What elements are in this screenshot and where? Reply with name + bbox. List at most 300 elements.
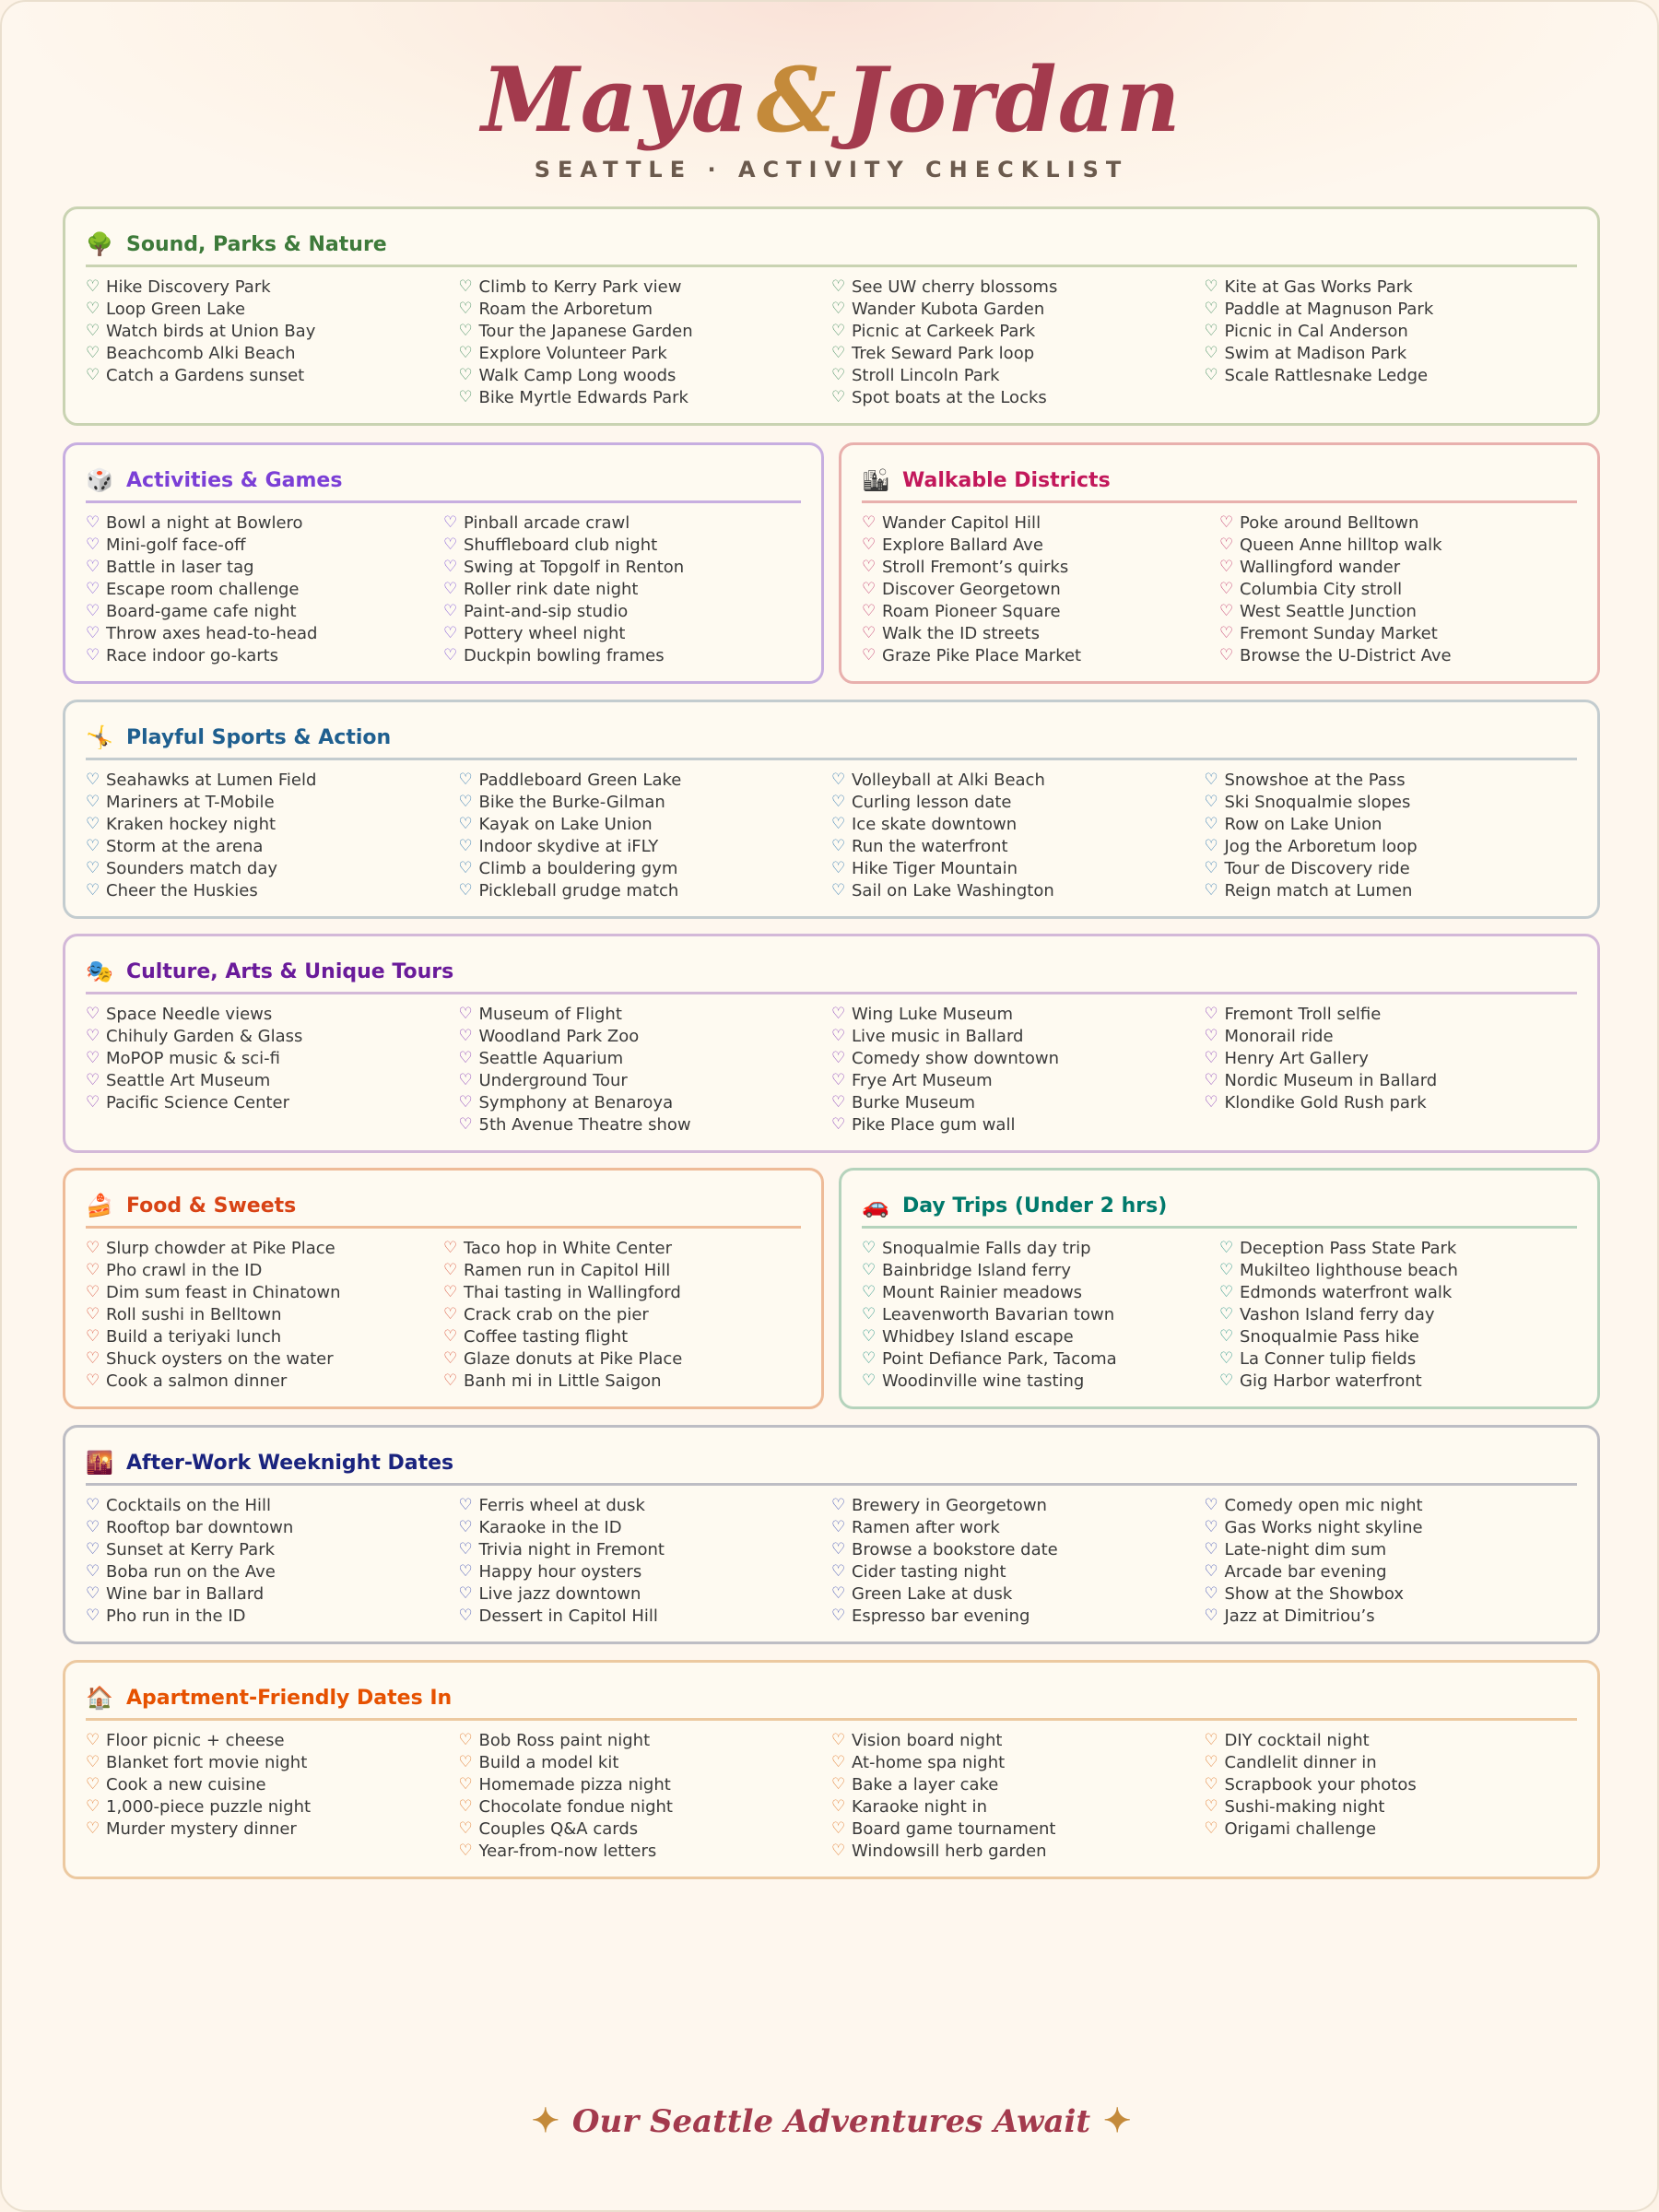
checklist-item[interactable] — [86, 857, 459, 879]
heart-checkbox-icon[interactable]: ♡ — [458, 1819, 473, 1838]
checklist-item[interactable] — [86, 1516, 459, 1538]
checklist-item[interactable] — [831, 298, 1205, 320]
checklist-item[interactable] — [831, 1494, 1205, 1516]
heart-checkbox-icon[interactable]: ♡ — [1219, 513, 1234, 532]
heart-checkbox-icon[interactable]: ♡ — [86, 646, 100, 665]
checklist-item[interactable] — [459, 1818, 832, 1840]
heart-checkbox-icon[interactable]: ♡ — [86, 1797, 100, 1816]
checklist-item[interactable] — [862, 1370, 1219, 1392]
heart-checkbox-icon[interactable]: ♡ — [86, 344, 100, 362]
checklist-item[interactable] — [831, 320, 1205, 342]
checklist-item[interactable] — [459, 342, 832, 364]
checklist-item[interactable] — [1205, 1025, 1578, 1047]
checklist-item[interactable] — [862, 1259, 1219, 1281]
heart-checkbox-icon[interactable]: ♡ — [86, 859, 100, 877]
heart-checkbox-icon[interactable]: ♡ — [458, 277, 473, 296]
heart-checkbox-icon[interactable]: ♡ — [831, 1731, 846, 1749]
heart-checkbox-icon[interactable]: ♡ — [831, 837, 846, 855]
checklist-item[interactable] — [459, 1840, 832, 1862]
checklist-item[interactable] — [443, 1259, 801, 1281]
heart-checkbox-icon[interactable]: ♡ — [831, 277, 846, 296]
checklist-item[interactable] — [86, 769, 459, 791]
heart-checkbox-icon[interactable]: ♡ — [458, 837, 473, 855]
heart-checkbox-icon[interactable]: ♡ — [443, 1283, 458, 1301]
heart-checkbox-icon[interactable]: ♡ — [86, 1753, 100, 1771]
heart-checkbox-icon[interactable]: ♡ — [862, 624, 877, 642]
checklist-item[interactable] — [459, 1025, 832, 1047]
checklist-item[interactable] — [459, 769, 832, 791]
heart-checkbox-icon[interactable]: ♡ — [86, 1775, 100, 1794]
checklist-item[interactable] — [1205, 1795, 1578, 1818]
heart-checkbox-icon[interactable]: ♡ — [862, 1283, 877, 1301]
heart-checkbox-icon[interactable]: ♡ — [1204, 1797, 1218, 1816]
checklist-item[interactable] — [86, 1538, 459, 1560]
heart-checkbox-icon[interactable]: ♡ — [1204, 1819, 1218, 1838]
checklist-item[interactable] — [1205, 813, 1578, 835]
checklist-item[interactable] — [862, 622, 1219, 644]
heart-checkbox-icon[interactable]: ♡ — [458, 322, 473, 340]
checklist-item[interactable] — [862, 1347, 1219, 1370]
checklist-item[interactable] — [459, 1113, 832, 1135]
heart-checkbox-icon[interactable]: ♡ — [86, 1371, 100, 1390]
checklist-item[interactable] — [1205, 298, 1578, 320]
heart-checkbox-icon[interactable]: ♡ — [831, 322, 846, 340]
heart-checkbox-icon[interactable]: ♡ — [1204, 1584, 1218, 1603]
heart-checkbox-icon[interactable]: ♡ — [458, 1841, 473, 1860]
heart-checkbox-icon[interactable]: ♡ — [458, 1005, 473, 1023]
heart-checkbox-icon[interactable]: ♡ — [831, 1071, 846, 1089]
checklist-item[interactable] — [831, 1516, 1205, 1538]
heart-checkbox-icon[interactable]: ♡ — [86, 1093, 100, 1112]
checklist-item[interactable] — [86, 1773, 459, 1795]
heart-checkbox-icon[interactable]: ♡ — [458, 300, 473, 318]
heart-checkbox-icon[interactable]: ♡ — [1204, 1562, 1218, 1581]
heart-checkbox-icon[interactable]: ♡ — [1204, 815, 1218, 833]
checklist-item[interactable] — [459, 857, 832, 879]
checklist-item[interactable] — [831, 1840, 1205, 1862]
checklist-item[interactable] — [862, 1281, 1219, 1303]
heart-checkbox-icon[interactable]: ♡ — [86, 837, 100, 855]
heart-checkbox-icon[interactable]: ♡ — [1204, 1071, 1218, 1089]
checklist-item[interactable] — [459, 879, 832, 901]
checklist-item[interactable] — [831, 1025, 1205, 1047]
checklist-item[interactable] — [1205, 1003, 1578, 1025]
heart-checkbox-icon[interactable]: ♡ — [1204, 1775, 1218, 1794]
checklist-item[interactable] — [459, 1003, 832, 1025]
checklist-item[interactable] — [1205, 1583, 1578, 1605]
heart-checkbox-icon[interactable]: ♡ — [1219, 1327, 1234, 1346]
heart-checkbox-icon[interactable]: ♡ — [443, 513, 458, 532]
heart-checkbox-icon[interactable]: ♡ — [1204, 1518, 1218, 1536]
heart-checkbox-icon[interactable]: ♡ — [458, 1049, 473, 1067]
heart-checkbox-icon[interactable]: ♡ — [831, 1005, 846, 1023]
checklist-item[interactable] — [1205, 364, 1578, 386]
checklist-item[interactable] — [86, 644, 443, 666]
checklist-item[interactable] — [86, 1583, 459, 1605]
checklist-item[interactable] — [862, 534, 1219, 556]
checklist-item[interactable] — [1205, 857, 1578, 879]
heart-checkbox-icon[interactable]: ♡ — [1219, 624, 1234, 642]
heart-checkbox-icon[interactable]: ♡ — [831, 388, 846, 406]
checklist-item[interactable] — [443, 1237, 801, 1259]
checklist-item[interactable] — [831, 1583, 1205, 1605]
checklist-item[interactable] — [1205, 879, 1578, 901]
checklist-item[interactable] — [459, 1795, 832, 1818]
checklist-item[interactable] — [443, 600, 801, 622]
heart-checkbox-icon[interactable]: ♡ — [1204, 277, 1218, 296]
checklist-item[interactable] — [831, 857, 1205, 879]
heart-checkbox-icon[interactable]: ♡ — [443, 1239, 458, 1257]
heart-checkbox-icon[interactable]: ♡ — [831, 1584, 846, 1603]
heart-checkbox-icon[interactable]: ♡ — [1219, 580, 1234, 598]
heart-checkbox-icon[interactable]: ♡ — [831, 1027, 846, 1045]
checklist-item[interactable] — [831, 1605, 1205, 1627]
heart-checkbox-icon[interactable]: ♡ — [443, 580, 458, 598]
checklist-item[interactable] — [86, 622, 443, 644]
heart-checkbox-icon[interactable]: ♡ — [86, 624, 100, 642]
checklist-item[interactable] — [1205, 342, 1578, 364]
checklist-item[interactable] — [831, 276, 1205, 298]
checklist-item[interactable] — [831, 835, 1205, 857]
heart-checkbox-icon[interactable]: ♡ — [831, 1115, 846, 1134]
checklist-item[interactable] — [443, 534, 801, 556]
heart-checkbox-icon[interactable]: ♡ — [1204, 1049, 1218, 1067]
checklist-item[interactable] — [1205, 1773, 1578, 1795]
checklist-item[interactable] — [443, 1281, 801, 1303]
checklist-item[interactable] — [831, 386, 1205, 408]
checklist-item[interactable] — [1219, 1347, 1577, 1370]
checklist-item[interactable] — [831, 1729, 1205, 1751]
heart-checkbox-icon[interactable]: ♡ — [86, 300, 100, 318]
checklist-item[interactable] — [86, 342, 459, 364]
checklist-item[interactable] — [1205, 1818, 1578, 1840]
checklist-item[interactable] — [86, 1047, 459, 1069]
checklist-item[interactable] — [86, 600, 443, 622]
heart-checkbox-icon[interactable]: ♡ — [458, 388, 473, 406]
heart-checkbox-icon[interactable]: ♡ — [831, 1797, 846, 1816]
heart-checkbox-icon[interactable]: ♡ — [86, 580, 100, 598]
checklist-item[interactable] — [86, 1729, 459, 1751]
heart-checkbox-icon[interactable]: ♡ — [443, 535, 458, 554]
heart-checkbox-icon[interactable]: ♡ — [831, 1819, 846, 1838]
heart-checkbox-icon[interactable]: ♡ — [862, 1305, 877, 1324]
heart-checkbox-icon[interactable]: ♡ — [86, 602, 100, 620]
checklist-item[interactable] — [86, 364, 459, 386]
heart-checkbox-icon[interactable]: ♡ — [86, 1584, 100, 1603]
heart-checkbox-icon[interactable]: ♡ — [831, 366, 846, 384]
checklist-item[interactable] — [86, 1494, 459, 1516]
heart-checkbox-icon[interactable]: ♡ — [831, 881, 846, 900]
heart-checkbox-icon[interactable]: ♡ — [86, 535, 100, 554]
heart-checkbox-icon[interactable]: ♡ — [86, 322, 100, 340]
heart-checkbox-icon[interactable]: ♡ — [443, 1327, 458, 1346]
heart-checkbox-icon[interactable]: ♡ — [1219, 1283, 1234, 1301]
checklist-item[interactable] — [86, 1259, 443, 1281]
heart-checkbox-icon[interactable]: ♡ — [831, 859, 846, 877]
checklist-item[interactable] — [86, 1069, 459, 1091]
heart-checkbox-icon[interactable]: ♡ — [86, 771, 100, 789]
checklist-item[interactable] — [443, 512, 801, 534]
heart-checkbox-icon[interactable]: ♡ — [458, 1518, 473, 1536]
heart-checkbox-icon[interactable]: ♡ — [458, 1027, 473, 1045]
heart-checkbox-icon[interactable]: ♡ — [862, 1349, 877, 1368]
heart-checkbox-icon[interactable]: ♡ — [86, 793, 100, 811]
heart-checkbox-icon[interactable]: ♡ — [831, 1049, 846, 1067]
checklist-item[interactable] — [1205, 1516, 1578, 1538]
heart-checkbox-icon[interactable]: ♡ — [86, 1349, 100, 1368]
checklist-item[interactable] — [831, 1795, 1205, 1818]
checklist-item[interactable] — [1219, 622, 1577, 644]
checklist-item[interactable] — [831, 1751, 1205, 1773]
heart-checkbox-icon[interactable]: ♡ — [86, 1239, 100, 1257]
checklist-item[interactable] — [86, 1795, 459, 1818]
checklist-item[interactable] — [459, 1091, 832, 1113]
heart-checkbox-icon[interactable]: ♡ — [443, 1349, 458, 1368]
heart-checkbox-icon[interactable]: ♡ — [443, 1305, 458, 1324]
checklist-item[interactable] — [831, 1069, 1205, 1091]
checklist-item[interactable] — [86, 534, 443, 556]
checklist-item[interactable] — [459, 1560, 832, 1583]
heart-checkbox-icon[interactable]: ♡ — [86, 1049, 100, 1067]
heart-checkbox-icon[interactable]: ♡ — [1204, 1731, 1218, 1749]
heart-checkbox-icon[interactable]: ♡ — [831, 344, 846, 362]
heart-checkbox-icon[interactable]: ♡ — [862, 646, 877, 665]
checklist-item[interactable] — [862, 1237, 1219, 1259]
checklist-item[interactable] — [443, 1370, 801, 1392]
checklist-item[interactable] — [831, 1113, 1205, 1135]
heart-checkbox-icon[interactable]: ♡ — [1219, 1305, 1234, 1324]
heart-checkbox-icon[interactable]: ♡ — [86, 1283, 100, 1301]
heart-checkbox-icon[interactable]: ♡ — [458, 1071, 473, 1089]
checklist-item[interactable] — [1205, 1047, 1578, 1069]
heart-checkbox-icon[interactable]: ♡ — [443, 1371, 458, 1390]
heart-checkbox-icon[interactable]: ♡ — [443, 1261, 458, 1279]
heart-checkbox-icon[interactable]: ♡ — [458, 1584, 473, 1603]
heart-checkbox-icon[interactable]: ♡ — [458, 1606, 473, 1625]
heart-checkbox-icon[interactable]: ♡ — [862, 1371, 877, 1390]
checklist-item[interactable] — [86, 1370, 443, 1392]
checklist-item[interactable] — [86, 1025, 459, 1047]
checklist-item[interactable] — [459, 386, 832, 408]
checklist-item[interactable] — [1205, 276, 1578, 298]
checklist-item[interactable] — [831, 364, 1205, 386]
heart-checkbox-icon[interactable]: ♡ — [458, 1731, 473, 1749]
heart-checkbox-icon[interactable]: ♡ — [443, 558, 458, 576]
heart-checkbox-icon[interactable]: ♡ — [443, 602, 458, 620]
checklist-item[interactable] — [1205, 835, 1578, 857]
checklist-item[interactable] — [831, 1773, 1205, 1795]
checklist-item[interactable] — [459, 320, 832, 342]
checklist-item[interactable] — [1219, 1370, 1577, 1392]
checklist-item[interactable] — [86, 791, 459, 813]
heart-checkbox-icon[interactable]: ♡ — [458, 1540, 473, 1559]
checklist-item[interactable] — [1219, 1325, 1577, 1347]
heart-checkbox-icon[interactable]: ♡ — [862, 602, 877, 620]
heart-checkbox-icon[interactable]: ♡ — [443, 646, 458, 665]
heart-checkbox-icon[interactable]: ♡ — [1204, 322, 1218, 340]
heart-checkbox-icon[interactable]: ♡ — [831, 1606, 846, 1625]
checklist-item[interactable] — [459, 1516, 832, 1538]
heart-checkbox-icon[interactable]: ♡ — [862, 1327, 877, 1346]
checklist-item[interactable] — [86, 512, 443, 534]
heart-checkbox-icon[interactable]: ♡ — [86, 366, 100, 384]
checklist-item[interactable] — [1205, 1538, 1578, 1560]
checklist-item[interactable] — [459, 1583, 832, 1605]
heart-checkbox-icon[interactable]: ♡ — [458, 1753, 473, 1771]
checklist-item[interactable] — [86, 1560, 459, 1583]
heart-checkbox-icon[interactable]: ♡ — [831, 1753, 846, 1771]
heart-checkbox-icon[interactable]: ♡ — [458, 1115, 473, 1134]
checklist-item[interactable] — [1205, 1751, 1578, 1773]
checklist-item[interactable] — [86, 276, 459, 298]
heart-checkbox-icon[interactable]: ♡ — [1219, 1371, 1234, 1390]
checklist-item[interactable] — [443, 556, 801, 578]
heart-checkbox-icon[interactable]: ♡ — [862, 535, 877, 554]
heart-checkbox-icon[interactable]: ♡ — [831, 793, 846, 811]
heart-checkbox-icon[interactable]: ♡ — [86, 1496, 100, 1514]
checklist-item[interactable] — [862, 1303, 1219, 1325]
checklist-item[interactable] — [459, 791, 832, 813]
heart-checkbox-icon[interactable]: ♡ — [86, 1071, 100, 1089]
heart-checkbox-icon[interactable]: ♡ — [831, 1775, 846, 1794]
checklist-item[interactable] — [1219, 1237, 1577, 1259]
checklist-item[interactable] — [443, 1347, 801, 1370]
checklist-item[interactable] — [459, 813, 832, 835]
heart-checkbox-icon[interactable]: ♡ — [1204, 881, 1218, 900]
heart-checkbox-icon[interactable]: ♡ — [1204, 300, 1218, 318]
checklist-item[interactable] — [443, 644, 801, 666]
heart-checkbox-icon[interactable]: ♡ — [86, 1731, 100, 1749]
checklist-item[interactable] — [862, 556, 1219, 578]
checklist-item[interactable] — [862, 644, 1219, 666]
heart-checkbox-icon[interactable]: ♡ — [458, 881, 473, 900]
heart-checkbox-icon[interactable]: ♡ — [458, 1562, 473, 1581]
checklist-item[interactable] — [459, 1538, 832, 1560]
heart-checkbox-icon[interactable]: ♡ — [1204, 1027, 1218, 1045]
checklist-item[interactable] — [831, 1003, 1205, 1025]
heart-checkbox-icon[interactable]: ♡ — [831, 1562, 846, 1581]
heart-checkbox-icon[interactable]: ♡ — [831, 1841, 846, 1860]
heart-checkbox-icon[interactable]: ♡ — [1204, 837, 1218, 855]
checklist-item[interactable] — [459, 298, 832, 320]
heart-checkbox-icon[interactable]: ♡ — [831, 300, 846, 318]
heart-checkbox-icon[interactable]: ♡ — [1204, 1005, 1218, 1023]
heart-checkbox-icon[interactable]: ♡ — [458, 793, 473, 811]
checklist-item[interactable] — [831, 1818, 1205, 1840]
checklist-item[interactable] — [862, 1325, 1219, 1347]
checklist-item[interactable] — [1219, 1281, 1577, 1303]
checklist-item[interactable] — [1219, 600, 1577, 622]
heart-checkbox-icon[interactable]: ♡ — [1204, 1606, 1218, 1625]
heart-checkbox-icon[interactable]: ♡ — [86, 1305, 100, 1324]
heart-checkbox-icon[interactable]: ♡ — [458, 1797, 473, 1816]
checklist-item[interactable] — [831, 791, 1205, 813]
checklist-item[interactable] — [1205, 1729, 1578, 1751]
heart-checkbox-icon[interactable]: ♡ — [443, 624, 458, 642]
checklist-item[interactable] — [831, 1091, 1205, 1113]
heart-checkbox-icon[interactable]: ♡ — [1204, 1540, 1218, 1559]
heart-checkbox-icon[interactable]: ♡ — [86, 1027, 100, 1045]
heart-checkbox-icon[interactable]: ♡ — [1219, 558, 1234, 576]
checklist-item[interactable] — [86, 1091, 459, 1113]
checklist-item[interactable] — [86, 556, 443, 578]
checklist-item[interactable] — [1219, 578, 1577, 600]
heart-checkbox-icon[interactable]: ♡ — [458, 1496, 473, 1514]
heart-checkbox-icon[interactable]: ♡ — [862, 513, 877, 532]
checklist-item[interactable] — [86, 320, 459, 342]
checklist-item[interactable] — [443, 1303, 801, 1325]
heart-checkbox-icon[interactable]: ♡ — [86, 1518, 100, 1536]
heart-checkbox-icon[interactable]: ♡ — [831, 771, 846, 789]
checklist-item[interactable] — [86, 813, 459, 835]
checklist-item[interactable] — [459, 1729, 832, 1751]
heart-checkbox-icon[interactable]: ♡ — [458, 859, 473, 877]
checklist-item[interactable] — [459, 1494, 832, 1516]
checklist-item[interactable] — [1205, 1091, 1578, 1113]
checklist-item[interactable] — [443, 622, 801, 644]
heart-checkbox-icon[interactable]: ♡ — [86, 815, 100, 833]
checklist-item[interactable] — [86, 1818, 459, 1840]
checklist-item[interactable] — [459, 835, 832, 857]
heart-checkbox-icon[interactable]: ♡ — [86, 558, 100, 576]
heart-checkbox-icon[interactable]: ♡ — [86, 277, 100, 296]
checklist-item[interactable] — [831, 813, 1205, 835]
heart-checkbox-icon[interactable]: ♡ — [458, 1775, 473, 1794]
heart-checkbox-icon[interactable]: ♡ — [458, 771, 473, 789]
heart-checkbox-icon[interactable]: ♡ — [1204, 859, 1218, 877]
checklist-item[interactable] — [831, 1047, 1205, 1069]
checklist-item[interactable] — [1205, 769, 1578, 791]
heart-checkbox-icon[interactable]: ♡ — [862, 580, 877, 598]
heart-checkbox-icon[interactable]: ♡ — [86, 1540, 100, 1559]
heart-checkbox-icon[interactable]: ♡ — [86, 1562, 100, 1581]
checklist-item[interactable] — [1219, 556, 1577, 578]
checklist-item[interactable] — [443, 578, 801, 600]
checklist-item[interactable] — [86, 879, 459, 901]
heart-checkbox-icon[interactable]: ♡ — [1204, 793, 1218, 811]
heart-checkbox-icon[interactable]: ♡ — [1219, 646, 1234, 665]
checklist-item[interactable] — [831, 769, 1205, 791]
checklist-item[interactable] — [862, 600, 1219, 622]
checklist-item[interactable] — [862, 578, 1219, 600]
heart-checkbox-icon[interactable]: ♡ — [458, 815, 473, 833]
checklist-item[interactable] — [459, 364, 832, 386]
checklist-item[interactable] — [86, 1605, 459, 1627]
heart-checkbox-icon[interactable]: ♡ — [86, 1327, 100, 1346]
heart-checkbox-icon[interactable]: ♡ — [1204, 771, 1218, 789]
heart-checkbox-icon[interactable]: ♡ — [86, 1606, 100, 1625]
checklist-item[interactable] — [1219, 1259, 1577, 1281]
checklist-item[interactable] — [86, 1003, 459, 1025]
heart-checkbox-icon[interactable]: ♡ — [86, 1819, 100, 1838]
heart-checkbox-icon[interactable]: ♡ — [86, 1261, 100, 1279]
checklist-item[interactable] — [86, 1325, 443, 1347]
heart-checkbox-icon[interactable]: ♡ — [1204, 344, 1218, 362]
checklist-item[interactable] — [459, 1773, 832, 1795]
checklist-item[interactable] — [459, 1605, 832, 1627]
heart-checkbox-icon[interactable]: ♡ — [862, 1239, 877, 1257]
checklist-item[interactable] — [1219, 1303, 1577, 1325]
heart-checkbox-icon[interactable]: ♡ — [862, 1261, 877, 1279]
checklist-item[interactable] — [1205, 1560, 1578, 1583]
heart-checkbox-icon[interactable]: ♡ — [1219, 602, 1234, 620]
heart-checkbox-icon[interactable]: ♡ — [86, 881, 100, 900]
heart-checkbox-icon[interactable]: ♡ — [831, 815, 846, 833]
checklist-item[interactable] — [86, 578, 443, 600]
heart-checkbox-icon[interactable]: ♡ — [1204, 366, 1218, 384]
heart-checkbox-icon[interactable]: ♡ — [831, 1093, 846, 1112]
heart-checkbox-icon[interactable]: ♡ — [458, 344, 473, 362]
